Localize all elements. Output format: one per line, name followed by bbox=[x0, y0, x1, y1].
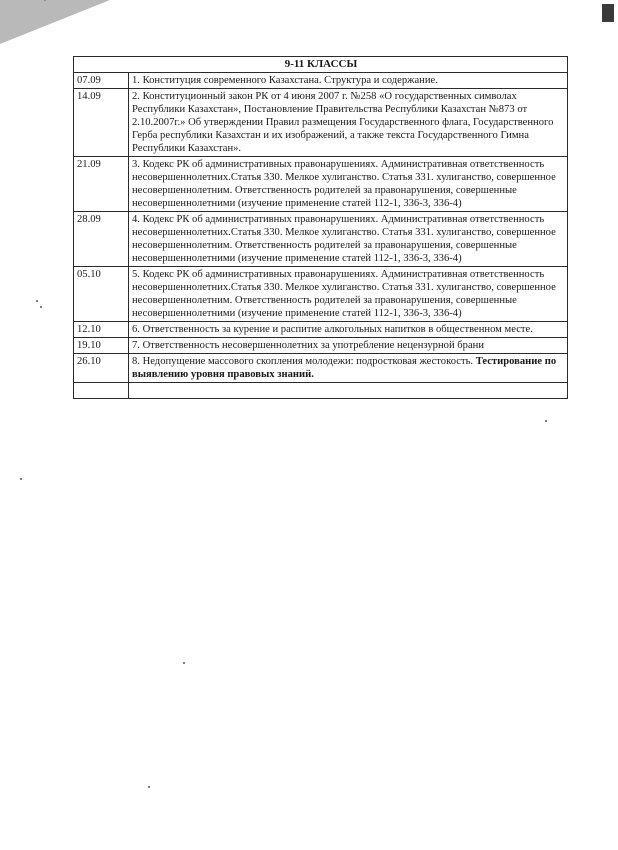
row-date-empty bbox=[74, 383, 129, 399]
row-topic: 5. Кодекс РК об административных правонарушениях. Административная ответственность несовершеннолетних.Статья 330. Мелкое хулиганство. Статья 331. хулиганство, совершенное несовершеннолетним. Ответственность родителей за правонарушения, совершенные несовершеннолетними (изучение применение статей 112-1, 336-3, 336-4) bbox=[129, 267, 568, 322]
scan-speck bbox=[183, 662, 185, 664]
scan-speck bbox=[148, 786, 150, 788]
table-row bbox=[74, 267, 568, 322]
row-date: 07.09 bbox=[74, 73, 129, 89]
row-date: 26.10 bbox=[74, 354, 129, 383]
table-row-empty bbox=[74, 383, 568, 399]
row-topic: 2. Конституционный закон РК от 4 июня 2007 г. №258 «О государственных символах Республики Казахстан», Постановление Правительства Республики Казахстан №873 от 2.10.2007г.» Об утверждении Правил размещения Государственного флага, Государственного Герба республики Казахстан и их изображений, а также текста Государственного Гимна Республики Казахстан». bbox=[129, 89, 568, 157]
scan-speck bbox=[40, 306, 42, 308]
row-topic-bold-text: Тестирование по выявлению уровня правовых знаний. bbox=[132, 356, 557, 380]
row-topic-text: 8. Недопущение массового скопления молодежи: подростковая жестокость. bbox=[132, 356, 474, 367]
table-title-row bbox=[74, 57, 568, 73]
table-row bbox=[74, 338, 568, 354]
row-topic-empty bbox=[129, 383, 568, 399]
row-date: 21.09 bbox=[74, 157, 129, 212]
row-date: 05.10 bbox=[74, 267, 129, 322]
scan-speck bbox=[20, 478, 22, 480]
table-title: 9-11 КЛАССЫ bbox=[74, 57, 568, 73]
row-date: 14.09 bbox=[74, 89, 129, 157]
row-date: 12.10 bbox=[74, 322, 129, 338]
row-topic: 7. Ответственность несовершеннолетних за употребление нецензурной брани bbox=[129, 338, 568, 354]
document-sheet bbox=[73, 56, 568, 399]
row-date: 28.09 bbox=[74, 212, 129, 267]
row-topic: 3. Кодекс РК об административных правонарушениях. Административная ответственность несовершеннолетних.Статья 330. Мелкое хулиганство. Статья 331. хулиганство, совершенное несовершеннолетним. Ответственность родителей за правонарушения, совершенные несовершеннолетними (изучение применение статей 112-1, 336-3, 336-4) bbox=[129, 157, 568, 212]
scan-speck bbox=[545, 420, 547, 422]
row-topic: 1. Конституция современного Казахстана. Структура и содержание. bbox=[129, 73, 568, 89]
table-row bbox=[74, 157, 568, 212]
scan-folded-corner bbox=[0, 0, 110, 44]
scan-speck bbox=[36, 300, 38, 302]
row-topic: 6. Ответственность за курение и распитие алкогольных напитков в общественном месте. bbox=[129, 322, 568, 338]
table-row bbox=[74, 322, 568, 338]
table-row bbox=[74, 212, 568, 267]
row-topic: 4. Кодекс РК об административных правонарушениях. Административная ответственность несовершеннолетних.Статья 330. Мелкое хулиганство. Статья 331. хулиганство, совершенное несовершеннолетним. Ответственность родителей за правонарушения, совершенные несовершеннолетними (изучение применение статей 112-1, 336-3, 336-4) bbox=[129, 212, 568, 267]
scan-corner-mark bbox=[602, 4, 614, 22]
table-row bbox=[74, 354, 568, 383]
table-row bbox=[74, 89, 568, 157]
schedule-table bbox=[73, 56, 568, 399]
row-topic bbox=[129, 354, 568, 383]
row-date: 19.10 bbox=[74, 338, 129, 354]
table-row bbox=[74, 73, 568, 89]
